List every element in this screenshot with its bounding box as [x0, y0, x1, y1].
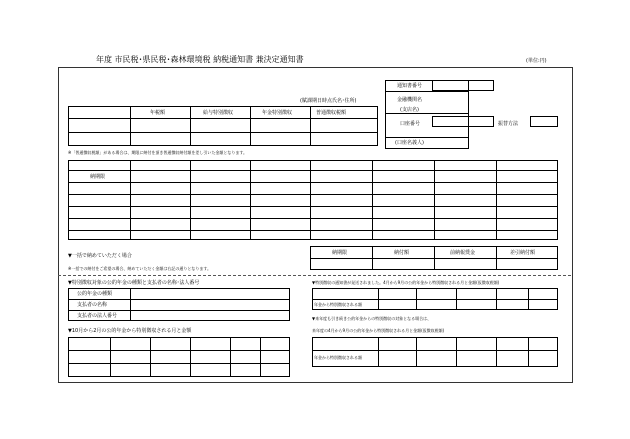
- unit-label: (単位:円): [526, 58, 547, 64]
- oct-feb-table: [68, 337, 290, 377]
- next-year-note: ▼来年度も引き続き公的年金からの特別徴収の対象となる場合は、: [312, 316, 432, 321]
- notice-number-label: 通知書番号: [397, 83, 423, 89]
- due-date-row-label: 納期限: [90, 174, 106, 180]
- payment-method-label: 振替方法: [498, 121, 519, 127]
- header-pension-withholding: 年金特別徴収: [262, 110, 293, 116]
- next-year-table: [312, 337, 558, 367]
- payment-method-cell: [530, 116, 558, 127]
- general-note: ※「普通徴収税額」がある場合は、期限に納付を頂き普通徴収納付額を差し引いた金額となります。: [68, 150, 248, 155]
- oct-feb-heading: ▼10月から2月の公的年金から特別徴収される月と金額: [68, 328, 192, 334]
- current-year-heading: ▼特別徴収の通知書が発送されました。4月から9月の公的年金から特別徴収される月と金額(仮徴収税額): [312, 280, 500, 285]
- account-number-label: 口座番号: [400, 121, 421, 127]
- notice-number-cell: [432, 80, 494, 91]
- lump-net-header: 差引納付額: [510, 250, 536, 256]
- branch-label: (支店名): [400, 107, 419, 113]
- installment-table: [68, 160, 558, 240]
- payer-name-label: 支払者の名称: [77, 302, 108, 308]
- header-salary-withholding: 給与特別徴収: [203, 110, 234, 116]
- pension-type-label: 公的年金の種類: [77, 291, 113, 297]
- next-year-row-label: 年金から特別徴収される額: [314, 355, 362, 360]
- bank-name-label: 金融機関名: [397, 97, 423, 103]
- document-title: 年度 市民税･県民税･森林環境税 納税通知書 兼決定通知書: [96, 55, 304, 64]
- payer-corporate-number-label: 支払者の法人番号: [77, 313, 118, 319]
- header-annual-tax: 年税額: [150, 110, 166, 116]
- taxpayer-address-label: (賦課期日時点氏名･住所): [300, 98, 357, 104]
- lump-sum-heading: ▼一括で納めていただく場合: [68, 253, 132, 259]
- account-holder-label: (口座名義人): [395, 140, 424, 146]
- lump-due-date-header: 納期限: [332, 250, 348, 256]
- next-year-heading: 来年度の4月から9月の公的年金から特別徴収される月と金額(仮徴収税額): [312, 328, 445, 333]
- header-ordinary-collection: 普通徴収税額: [316, 110, 347, 116]
- lump-payment-header: 納付額: [394, 250, 410, 256]
- lump-sum-note: ※一括での納付をご希望の場合、納めていただく金額は右記の通りとなります。: [68, 266, 212, 271]
- separator-line: [58, 275, 571, 276]
- lump-discount-header: 前納報奨金: [450, 250, 476, 256]
- current-year-row-label: 年金から特別徴収される額: [314, 302, 362, 307]
- pension-type-heading: ▼特別徴収対象の公的年金の種類と支払者の名称･法人番号: [68, 280, 200, 286]
- account-number-cell: [432, 116, 494, 127]
